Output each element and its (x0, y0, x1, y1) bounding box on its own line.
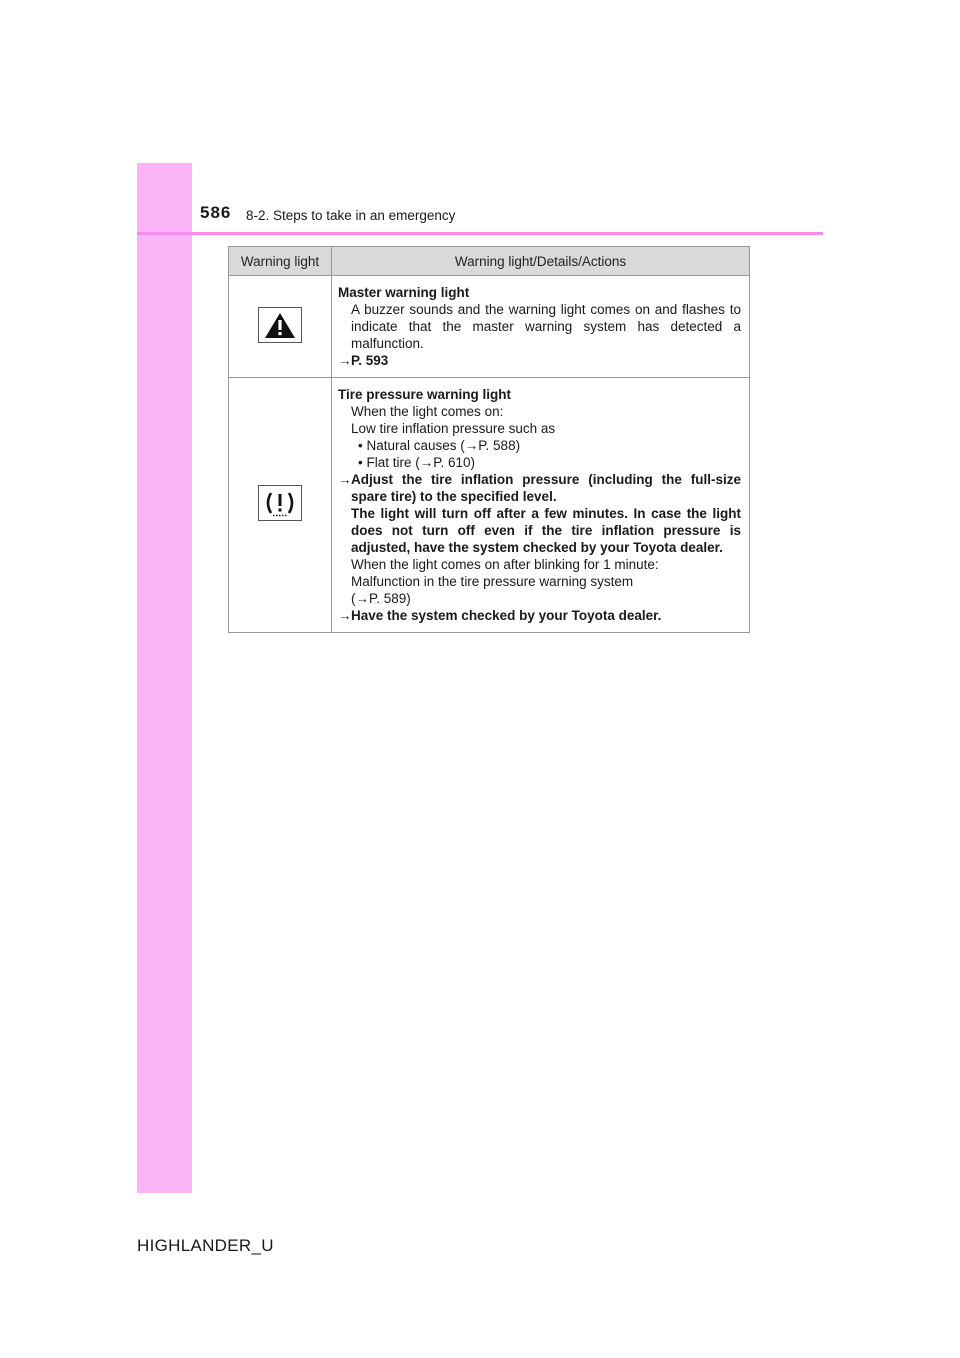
table-row (229, 378, 750, 633)
detail-line: Low tire inflation pressure such as (351, 421, 556, 436)
detail-line: Malfunction in the tire pressure warning system (351, 574, 634, 589)
item-details: A buzzer sounds and the warning light comes on and flashes to indicate that the master warning system has detected a malfunction. (351, 302, 741, 351)
detail-line: When the light comes on after blinking for 1 minute: (351, 557, 659, 572)
action-note: The light will turn off after a few minutes. In case the light does not turn off even if the tire inflation pressure is adjusted, have the system checked by your Toyota dealer. (351, 506, 741, 555)
arrow-right-icon: → (338, 608, 352, 623)
side-band (137, 163, 192, 1193)
arrow-right-icon: → (338, 472, 352, 487)
bullet-item (338, 454, 741, 471)
action-line (338, 607, 741, 624)
col-header-warning-light: Warning light (229, 247, 332, 276)
paren-open: ( (351, 591, 356, 606)
page-reference (338, 352, 741, 369)
arrow-right-icon: → (355, 591, 369, 606)
arrow-right-icon: → (338, 353, 352, 368)
section-title: 8-2. Steps to take in an emergency (246, 208, 456, 223)
icon-cell (229, 276, 332, 378)
col-header-details: Warning light/Details/Actions (332, 247, 750, 276)
warning-light-table (228, 246, 750, 633)
reference-text: P. 588) (478, 438, 521, 453)
action-line (338, 471, 741, 556)
detail-line (338, 590, 741, 607)
arrow-right-icon: → (464, 438, 479, 453)
table-row (229, 276, 750, 378)
reference-text: P. 589) (369, 591, 411, 606)
reference-text: P. 593 (351, 353, 389, 368)
detail-line: When the light comes on: (351, 404, 504, 419)
master-warning-icon (258, 307, 302, 343)
icon-cell (229, 378, 332, 633)
action-text: Have the system checked by your Toyota dealer. (351, 608, 662, 623)
item-title: Tire pressure warning light (338, 387, 512, 402)
action-main: Adjust the tire inflation pressure (including the full-size spare tire) to the specified level. (351, 472, 741, 504)
page-number: 586 (200, 203, 232, 222)
details-cell (332, 276, 750, 378)
details-cell (332, 378, 750, 633)
arrow-right-icon: → (419, 455, 434, 470)
bullet-text: • Natural causes ( (358, 438, 465, 453)
bullet-text: • Flat tire ( (358, 455, 420, 470)
action-text (351, 471, 741, 556)
bullet-item (338, 437, 741, 454)
reference-text: P. 610) (433, 455, 476, 470)
header-rule (137, 232, 823, 235)
tire-pressure-warning-icon (258, 485, 302, 521)
footer-model-code: HIGHLANDER_U (137, 1236, 274, 1255)
table-header-row (229, 247, 750, 276)
item-title: Master warning light (338, 285, 470, 300)
